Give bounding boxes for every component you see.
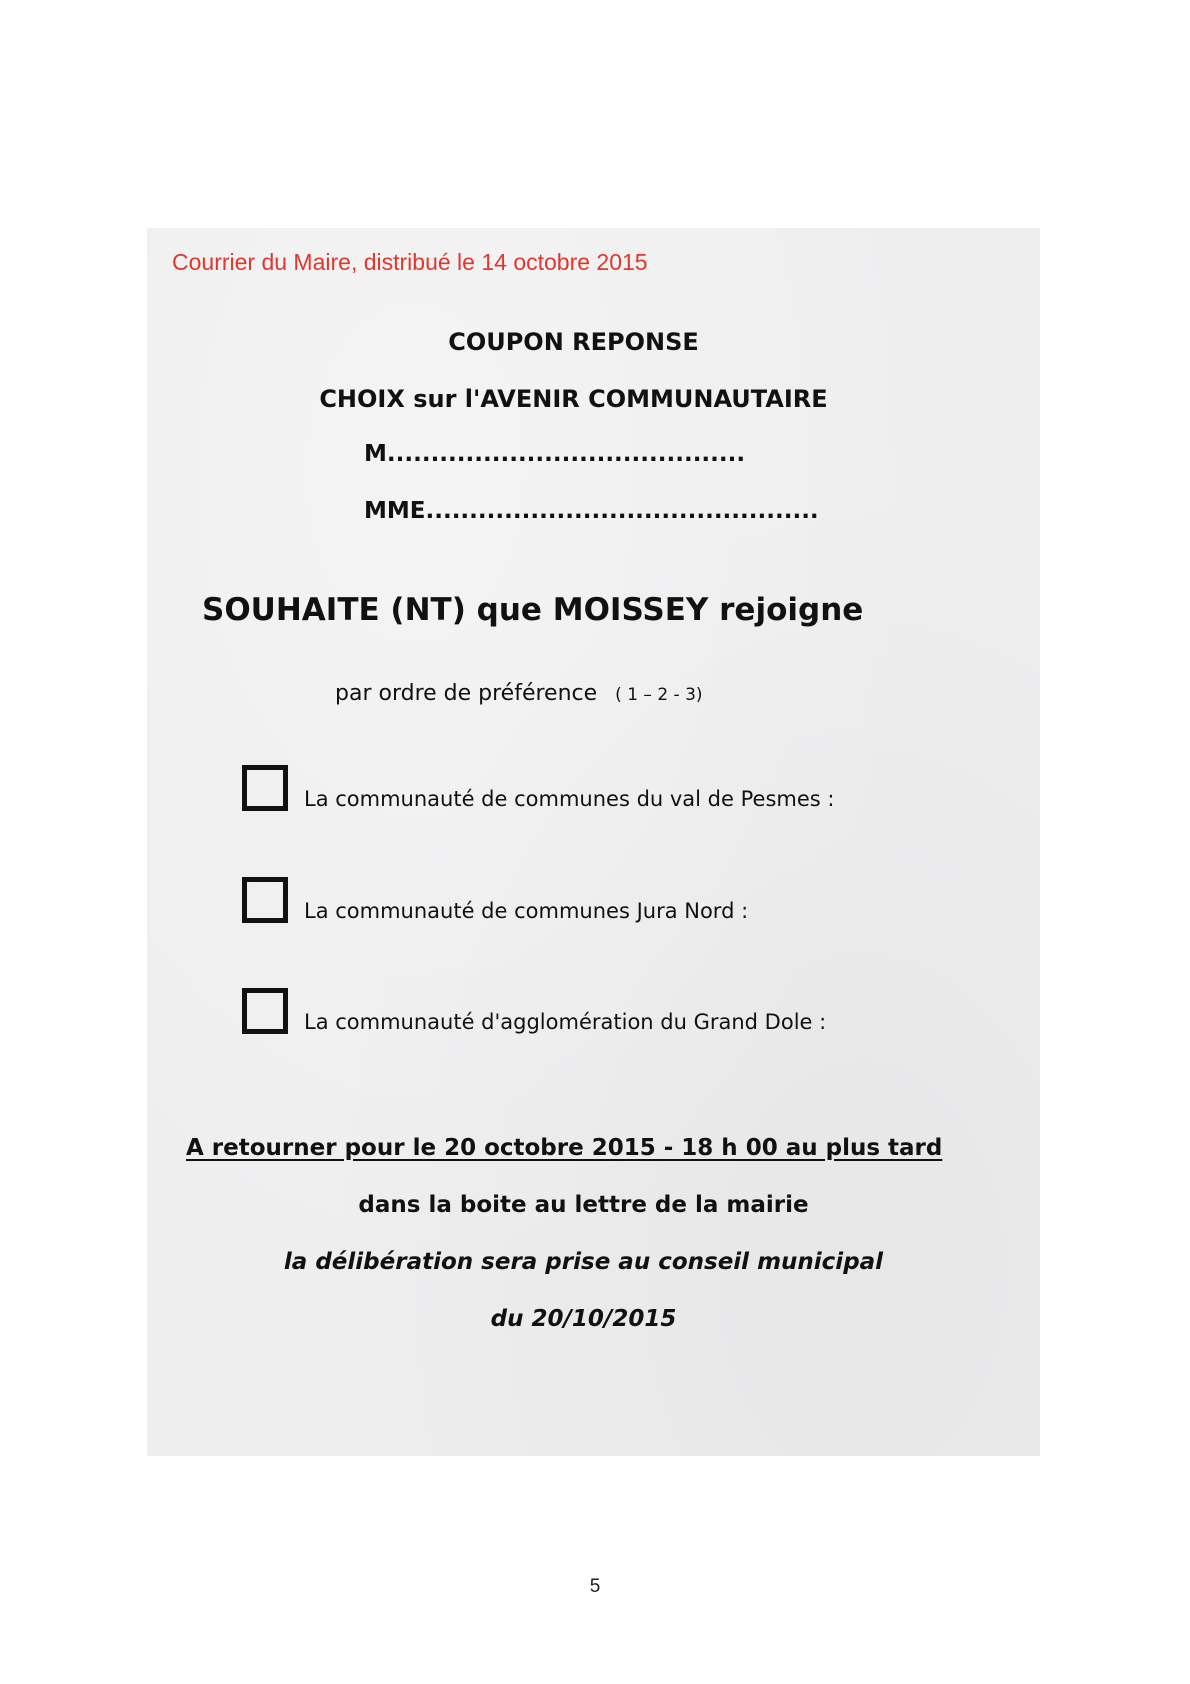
deliberation-date: du 20/10/2015 <box>490 1306 677 1332</box>
wish-heading: SOUHAITE (NT) que MOISSEY rejoigne <box>202 592 864 628</box>
coupon-subtitle: CHOIX sur l'AVENIR COMMUNAUTAIRE <box>319 385 828 413</box>
field-mme[interactable]: MME............................................. <box>364 498 819 524</box>
checkbox-grand-dole[interactable] <box>242 988 288 1034</box>
return-place: dans la boite au lettre de la mairie <box>358 1192 809 1218</box>
preference-order-hint: ( 1 – 2 - 3) <box>615 685 703 705</box>
field-m[interactable]: M......................................... <box>364 441 746 467</box>
preference-order-label: par ordre de préférence <box>335 681 598 706</box>
deliberation-note: la délibération sera prise au conseil municipal <box>283 1249 884 1275</box>
option-label: La communauté de communes du val de Pesmes : <box>304 787 835 811</box>
option-label: La communauté de communes Jura Nord : <box>304 899 749 923</box>
preference-order <box>335 681 703 706</box>
option-label: La communauté d'agglomération du Grand Dole : <box>304 1010 827 1034</box>
coupon-title: COUPON REPONSE <box>448 328 699 356</box>
checkbox-val-de-pesmes[interactable] <box>242 765 288 811</box>
return-deadline: A retourner pour le 20 octobre 2015 - 18 h 00 au plus tard <box>186 1135 943 1161</box>
header-note: Courrier du Maire, distribué le 14 octobre 2015 <box>172 249 648 275</box>
page-number: 5 <box>589 1576 601 1597</box>
checkbox-jura-nord[interactable] <box>242 877 288 923</box>
scanned-coupon <box>147 228 1040 1456</box>
